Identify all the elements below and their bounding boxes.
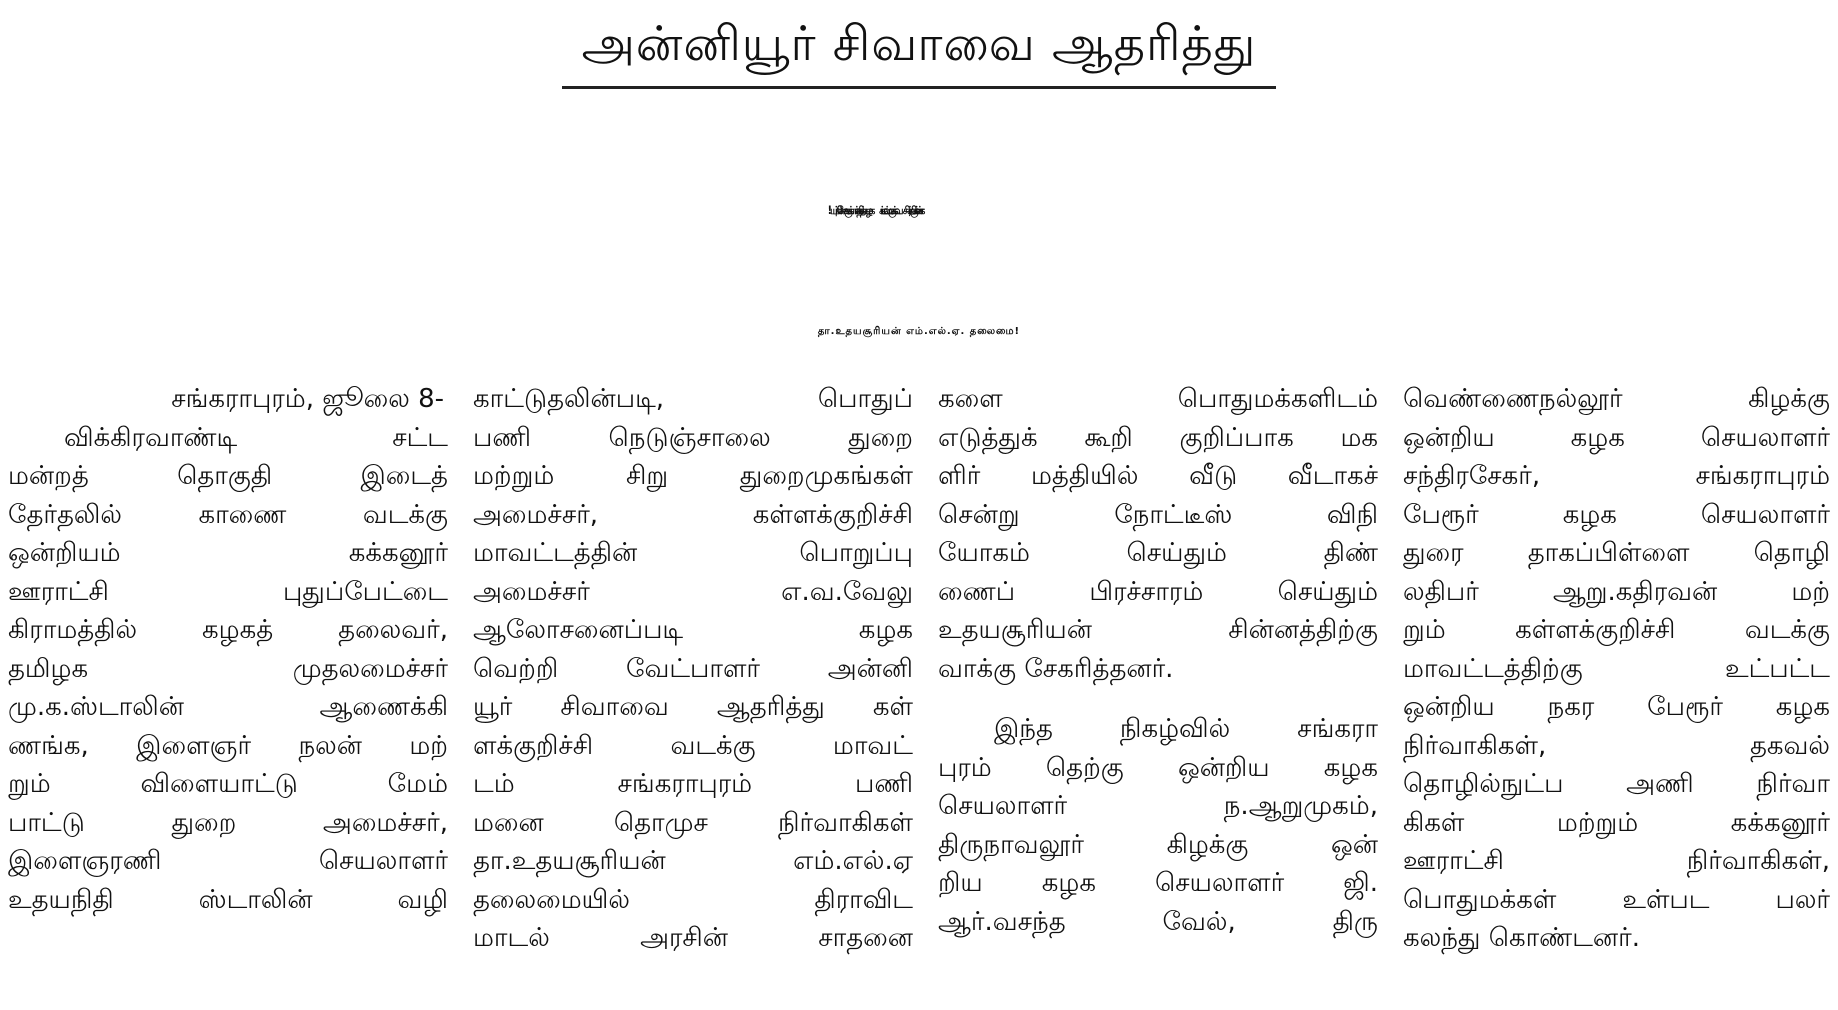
body-line: ஊராட்சி புதுப்பேட்டை bbox=[8, 576, 448, 607]
body-line: நிர்வாகிகள், தகவல் bbox=[1403, 730, 1830, 761]
sub-headline: தா.உதயசூரியன் எம்.எல்.ஏ. தலைமை! bbox=[817, 326, 1021, 337]
paragraph-gap bbox=[938, 688, 1378, 710]
body-line: அமைச்சர், கள்ளக்குறிச்சி bbox=[473, 499, 913, 530]
body-line: தேர்தலில் காணை வடக்கு bbox=[8, 499, 448, 530]
body-line: களை பொதுமக்களிடம் bbox=[938, 384, 1378, 414]
body-line: மன்றத் தொகுதி இடைத் bbox=[8, 461, 448, 491]
body-line: மனை தொமுச நிர்வாகிகள் bbox=[473, 807, 913, 838]
body-line: கலந்து கொண்டனர். bbox=[1403, 923, 1640, 953]
body-line: எடுத்துக் கூறி குறிப்பாக மக bbox=[938, 422, 1378, 453]
body-line: இளைஞரணி செயலாளர் bbox=[8, 846, 448, 876]
article-column-2 bbox=[473, 380, 913, 1010]
body-line: ஆர்.வசந்த வேல், திரு bbox=[938, 906, 1378, 937]
body-line: உதயசூரியன் சின்னத்திற்கு bbox=[938, 615, 1378, 645]
body-line: மாவட்டத்தின் பொறுப்பு bbox=[473, 538, 913, 568]
body-line: றும் விளையாட்டு மேம் bbox=[8, 769, 448, 799]
body-line: செயலாளர் ந.ஆறுமுகம், bbox=[938, 791, 1378, 821]
body-line: ணங்க, இளைஞர் நலன் மற் bbox=[8, 730, 448, 761]
article-column-1 bbox=[8, 380, 448, 1010]
kicker-heading: அன்னியூர் சிவாவை ஆதரித்து bbox=[562, 4, 1277, 89]
body-line: டம் சங்கராபுரம் பணி bbox=[473, 769, 913, 799]
body-line: லதிபர் ஆறு.கதிரவன் மற் bbox=[1403, 576, 1830, 607]
body-line: தொழில்நுட்ப அணி நிர்வா bbox=[1403, 769, 1830, 799]
body-line: வெண்ணைநல்லூர் கிழக்கு bbox=[1403, 384, 1830, 414]
body-line: றும் கள்ளக்குறிச்சி வடக்கு bbox=[1403, 615, 1830, 645]
body-line: வெற்றி வேட்பாளர் அன்னி bbox=[473, 653, 913, 684]
body-line: மாவட்டத்திற்கு உட்பட்ட bbox=[1403, 653, 1830, 684]
body-line: மு.க.ஸ்டாலின் ஆணைக்கி bbox=[8, 692, 448, 722]
body-line: திருநாவலூர் கிழக்கு ஒன் bbox=[938, 829, 1378, 860]
body-line: கிகள் மற்றும் கக்கனூர் bbox=[1403, 807, 1830, 838]
body-line: மாடல் அரசின் சாதனை bbox=[473, 923, 913, 953]
body-line: உதயநிதி ஸ்டாலின் வழி bbox=[8, 884, 448, 915]
body-line: ஒன்றிய நகர பேரூர் கழக bbox=[1403, 692, 1830, 722]
body-line: ஊராட்சி நிர்வாகிகள், bbox=[1403, 846, 1830, 876]
body-line: ளிர் மத்தியில் வீடு வீடாகச் bbox=[938, 461, 1378, 491]
article-column-3 bbox=[938, 380, 1378, 1010]
body-line: இந்த நிகழ்வில் சங்கரா bbox=[994, 714, 1378, 744]
article-body bbox=[8, 380, 1830, 1010]
body-line: யோகம் செய்தும் திண் bbox=[938, 538, 1378, 568]
body-line: துரை தாகப்பிள்ளை தொழி bbox=[1403, 538, 1830, 568]
body-line: பணி நெடுஞ்சாலை துறை bbox=[473, 422, 913, 453]
body-line: ணைப் பிரச்சாரம் செய்தும் bbox=[938, 576, 1378, 607]
body-line: ளக்குறிச்சி வடக்கு மாவட் bbox=[473, 730, 913, 761]
body-line: தமிழக முதலமைச்சர் bbox=[8, 653, 448, 684]
body-line: பாட்டு துறை அமைச்சர், bbox=[8, 807, 448, 838]
body-line: பொதுமக்கள் உள்பட பலர் bbox=[1403, 884, 1830, 915]
body-line: ஒன்றிய கழக செயலாளர் bbox=[1403, 422, 1830, 453]
body-line: தா.உதயசூரியன் எம்.எல்.ஏ bbox=[473, 846, 913, 876]
body-line: வாக்கு சேகரித்தனர். bbox=[938, 653, 1174, 684]
article-column-4 bbox=[1403, 380, 1830, 1010]
body-line: சென்று நோட்டீஸ் விநி bbox=[938, 499, 1378, 530]
kicker-wrapper bbox=[0, 4, 1838, 89]
body-line: ஒன்றியம் கக்கனூர் bbox=[8, 538, 448, 568]
body-line: அமைச்சர் எ.வ.வேலு bbox=[473, 576, 913, 607]
body-line: றிய கழக செயலாளர் ஜி. bbox=[938, 868, 1378, 898]
body-line: புரம் தெற்கு ஒன்றிய கழக bbox=[938, 752, 1378, 783]
body-line: யூர் சிவாவை ஆதரித்து கள் bbox=[473, 692, 913, 722]
body-line: மற்றும் சிறு துறைமுகங்கள் bbox=[473, 461, 913, 491]
body-line: பேரூர் கழக செயலாளர் bbox=[1403, 499, 1830, 530]
body-line: சந்திரசேகர், சங்கராபுரம் bbox=[1403, 461, 1830, 491]
body-line: காட்டுதலின்படி, பொதுப் bbox=[473, 384, 913, 414]
main-headline bbox=[0, 128, 1838, 296]
body-line: தலைமையில் திராவிட bbox=[473, 884, 913, 915]
dateline: சங்கராபுரம், ஜூலை 8- bbox=[171, 384, 444, 414]
body-line: ஆலோசனைப்படி கழக bbox=[473, 615, 913, 645]
body-line: விக்கிரவாண்டி சட்ட bbox=[64, 422, 448, 453]
body-line: கிராமத்தில் கழகத் தலைவர், bbox=[8, 615, 448, 645]
